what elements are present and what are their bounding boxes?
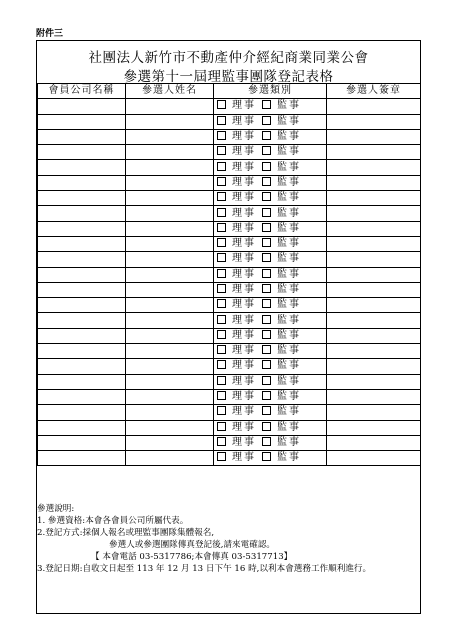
- company-name-cell[interactable]: [38, 328, 126, 343]
- candidate-name-cell[interactable]: [126, 451, 214, 466]
- director-checkbox[interactable]: [217, 223, 226, 232]
- signature-cell[interactable]: [327, 99, 421, 114]
- director-checkbox[interactable]: [217, 345, 226, 354]
- category-cell: [214, 328, 327, 343]
- supervisor-label: 監事: [277, 375, 301, 387]
- director-checkbox[interactable]: [217, 452, 226, 461]
- supervisor-checkbox[interactable]: [262, 406, 271, 415]
- table-row: [38, 420, 421, 435]
- company-name-cell[interactable]: [38, 267, 126, 282]
- candidate-name-cell[interactable]: [126, 328, 214, 343]
- table-row: [38, 99, 421, 114]
- category-cell: [214, 160, 327, 175]
- table-row: [38, 114, 421, 129]
- supervisor-checkbox[interactable]: [262, 376, 271, 385]
- director-checkbox[interactable]: [217, 146, 226, 155]
- signature-cell[interactable]: [327, 451, 421, 466]
- director-checkbox[interactable]: [217, 192, 226, 201]
- company-name-cell[interactable]: [38, 206, 126, 221]
- director-checkbox[interactable]: [217, 238, 226, 247]
- category-cell: [214, 145, 327, 160]
- director-label: 理事: [232, 329, 256, 341]
- header-candidate-category: 參選類別: [214, 84, 327, 99]
- table-row: [38, 405, 421, 420]
- table-row: [38, 389, 421, 404]
- director-checkbox[interactable]: [217, 406, 226, 415]
- table-row: [38, 206, 421, 221]
- candidate-name-cell[interactable]: [126, 129, 214, 144]
- table-row: [38, 298, 421, 313]
- signature-cell[interactable]: [327, 206, 421, 221]
- supervisor-label: 監事: [277, 146, 301, 158]
- director-checkbox[interactable]: [217, 299, 226, 308]
- director-label: 理事: [232, 436, 256, 448]
- supervisor-label: 監事: [277, 421, 301, 433]
- category-cell: [214, 221, 327, 236]
- registration-table: [37, 83, 421, 466]
- supervisor-label: 監事: [277, 299, 301, 311]
- company-name-cell[interactable]: [38, 221, 126, 236]
- table-row: [38, 129, 421, 144]
- category-cell: [214, 206, 327, 221]
- notes-line-3: 參選人或參選團隊傳真登記後,請來電確認。: [109, 540, 276, 550]
- category-cell: [214, 99, 327, 114]
- director-label: 理事: [232, 391, 256, 403]
- form-title-line2: 參選第十一屆理監事團隊登記表格: [123, 69, 334, 85]
- category-cell: [214, 313, 327, 328]
- company-name-cell[interactable]: [38, 359, 126, 374]
- supervisor-label: 監事: [277, 391, 301, 403]
- signature-cell[interactable]: [327, 298, 421, 313]
- director-label: 理事: [232, 406, 256, 418]
- category-cell: [214, 389, 327, 404]
- director-checkbox[interactable]: [217, 330, 226, 339]
- table-body: [38, 99, 421, 466]
- signature-cell[interactable]: [327, 236, 421, 251]
- signature-cell[interactable]: [327, 267, 421, 282]
- table-row: [38, 282, 421, 297]
- signature-cell[interactable]: [327, 420, 421, 435]
- signature-cell[interactable]: [327, 389, 421, 404]
- candidate-name-cell[interactable]: [126, 99, 214, 114]
- company-name-cell[interactable]: [38, 114, 126, 129]
- director-checkbox[interactable]: [217, 131, 226, 140]
- supervisor-label: 監事: [277, 314, 301, 326]
- company-name-cell[interactable]: [38, 252, 126, 267]
- director-checkbox[interactable]: [217, 422, 226, 431]
- director-label: 理事: [232, 115, 256, 127]
- supervisor-checkbox[interactable]: [262, 452, 271, 461]
- category-cell: [214, 420, 327, 435]
- notes-contact: 【 本會電話 03-5317786;本會傳真 03-5317713】: [91, 552, 293, 562]
- table-row: [38, 313, 421, 328]
- supervisor-label: 監事: [277, 268, 301, 280]
- category-cell: [214, 129, 327, 144]
- candidate-name-cell[interactable]: [126, 313, 214, 328]
- director-label: 理事: [232, 192, 256, 204]
- category-cell: [214, 359, 327, 374]
- company-name-cell[interactable]: [38, 405, 126, 420]
- table-row: [38, 236, 421, 251]
- supervisor-checkbox[interactable]: [262, 422, 271, 431]
- signature-cell[interactable]: [327, 282, 421, 297]
- category-cell: [214, 252, 327, 267]
- signature-cell[interactable]: [327, 359, 421, 374]
- header-candidate-signature: 參選人簽章: [327, 84, 421, 99]
- table-row: [38, 267, 421, 282]
- supervisor-label: 監事: [277, 100, 301, 112]
- table-row: [38, 344, 421, 359]
- company-name-cell[interactable]: [38, 160, 126, 175]
- candidate-name-cell[interactable]: [126, 389, 214, 404]
- category-cell: [214, 191, 327, 206]
- supervisor-label: 監事: [277, 329, 301, 341]
- category-cell: [214, 451, 327, 466]
- table-row: [38, 145, 421, 160]
- company-name-cell[interactable]: [38, 282, 126, 297]
- director-label: 理事: [232, 146, 256, 158]
- notes-section: [37, 503, 420, 575]
- signature-cell[interactable]: [327, 344, 421, 359]
- category-cell: [214, 435, 327, 450]
- signature-cell[interactable]: [327, 175, 421, 190]
- candidate-name-cell[interactable]: [126, 175, 214, 190]
- candidate-name-cell[interactable]: [126, 160, 214, 175]
- candidate-name-cell[interactable]: [126, 221, 214, 236]
- director-label: 理事: [232, 345, 256, 357]
- signature-cell[interactable]: [327, 328, 421, 343]
- supervisor-label: 監事: [277, 115, 301, 127]
- company-name-cell[interactable]: [38, 145, 126, 160]
- supervisor-checkbox[interactable]: [262, 330, 271, 339]
- table-header-row: [38, 84, 421, 99]
- candidate-name-cell[interactable]: [126, 191, 214, 206]
- director-label: 理事: [232, 238, 256, 250]
- director-checkbox[interactable]: [217, 162, 226, 171]
- candidate-name-cell[interactable]: [126, 374, 214, 389]
- registration-form: [36, 40, 421, 614]
- director-checkbox[interactable]: [217, 208, 226, 217]
- supervisor-checkbox[interactable]: [262, 238, 271, 247]
- director-label: 理事: [232, 161, 256, 173]
- supervisor-label: 監事: [277, 222, 301, 234]
- signature-cell[interactable]: [327, 435, 421, 450]
- category-cell: [214, 298, 327, 313]
- category-cell: [214, 267, 327, 282]
- notes-heading: 參選說明:: [37, 504, 75, 514]
- table-row: [38, 359, 421, 374]
- candidate-name-cell[interactable]: [126, 435, 214, 450]
- director-checkbox[interactable]: [217, 437, 226, 446]
- director-checkbox[interactable]: [217, 284, 226, 293]
- table-row: [38, 374, 421, 389]
- table-row: [38, 160, 421, 175]
- candidate-name-cell[interactable]: [126, 252, 214, 267]
- candidate-name-cell[interactable]: [126, 282, 214, 297]
- supervisor-checkbox[interactable]: [262, 146, 271, 155]
- signature-cell[interactable]: [327, 191, 421, 206]
- supervisor-label: 監事: [277, 284, 301, 295]
- director-checkbox[interactable]: [217, 177, 226, 186]
- header-candidate-name: 參選人姓名: [126, 84, 214, 99]
- candidate-name-cell[interactable]: [126, 359, 214, 374]
- director-label: 理事: [232, 421, 256, 433]
- candidate-name-cell[interactable]: [126, 405, 214, 420]
- category-cell: [214, 344, 327, 359]
- director-label: 理事: [232, 268, 256, 280]
- signature-cell[interactable]: [327, 114, 421, 129]
- supervisor-checkbox[interactable]: [262, 253, 271, 262]
- company-name-cell[interactable]: [38, 435, 126, 450]
- supervisor-label: 監事: [277, 253, 301, 265]
- supervisor-label: 監事: [277, 345, 301, 357]
- category-cell: [214, 405, 327, 420]
- notes-line-2: 2.登記方式:採個人報名或理監事團隊集體報名,: [37, 528, 215, 538]
- candidate-name-cell[interactable]: [126, 267, 214, 282]
- category-cell: [214, 282, 327, 297]
- company-name-cell[interactable]: [38, 99, 126, 114]
- supervisor-label: 監事: [277, 360, 301, 372]
- supervisor-checkbox[interactable]: [262, 192, 271, 201]
- supervisor-checkbox[interactable]: [262, 437, 271, 446]
- signature-cell[interactable]: [327, 129, 421, 144]
- supervisor-label: 監事: [277, 176, 301, 188]
- notes-line-1: 1. 參選資格:本會各會員公司所屬代表。: [37, 516, 189, 526]
- table-row: [38, 175, 421, 190]
- director-label: 理事: [232, 176, 256, 188]
- company-name-cell[interactable]: [38, 129, 126, 144]
- supervisor-checkbox[interactable]: [262, 360, 271, 369]
- director-label: 理事: [232, 131, 256, 143]
- candidate-name-cell[interactable]: [126, 206, 214, 221]
- form-title-line1: 社團法人新竹市不動產仲介經紀商業同業公會: [88, 50, 369, 66]
- category-cell: [214, 236, 327, 251]
- supervisor-checkbox[interactable]: [262, 177, 271, 186]
- director-label: 理事: [232, 360, 256, 372]
- supervisor-label: 監事: [277, 161, 301, 173]
- table-row: [38, 191, 421, 206]
- director-checkbox[interactable]: [217, 376, 226, 385]
- company-name-cell[interactable]: [38, 344, 126, 359]
- supervisor-checkbox[interactable]: [262, 284, 271, 293]
- director-label: 理事: [232, 284, 256, 295]
- company-name-cell[interactable]: [38, 313, 126, 328]
- supervisor-checkbox[interactable]: [262, 162, 271, 171]
- supervisor-checkbox[interactable]: [262, 315, 271, 324]
- company-name-cell[interactable]: [38, 191, 126, 206]
- signature-cell[interactable]: [327, 221, 421, 236]
- supervisor-checkbox[interactable]: [262, 131, 271, 140]
- company-name-cell[interactable]: [38, 236, 126, 251]
- candidate-name-cell[interactable]: [126, 114, 214, 129]
- candidate-name-cell[interactable]: [126, 236, 214, 251]
- director-checkbox[interactable]: [217, 360, 226, 369]
- category-cell: [214, 114, 327, 129]
- director-checkbox[interactable]: [217, 253, 226, 262]
- company-name-cell[interactable]: [38, 374, 126, 389]
- signature-cell[interactable]: [327, 160, 421, 175]
- director-checkbox[interactable]: [217, 269, 226, 278]
- candidate-name-cell[interactable]: [126, 420, 214, 435]
- director-label: 理事: [232, 314, 256, 326]
- signature-cell[interactable]: [327, 313, 421, 328]
- supervisor-label: 監事: [277, 207, 301, 219]
- annex-label: 附件三: [36, 29, 64, 39]
- supervisor-label: 監事: [277, 452, 301, 464]
- director-checkbox[interactable]: [217, 100, 226, 109]
- director-label: 理事: [232, 207, 256, 219]
- director-checkbox[interactable]: [217, 315, 226, 324]
- signature-cell[interactable]: [327, 252, 421, 267]
- supervisor-label: 監事: [277, 131, 301, 143]
- director-label: 理事: [232, 100, 256, 112]
- header-company-name: 會員公司名稱: [38, 84, 126, 99]
- table-row: [38, 221, 421, 236]
- table-row: [38, 451, 421, 466]
- director-label: 理事: [232, 222, 256, 234]
- supervisor-label: 監事: [277, 192, 301, 204]
- table-row: [38, 252, 421, 267]
- supervisor-label: 監事: [277, 238, 301, 250]
- supervisor-label: 監事: [277, 436, 301, 448]
- company-name-cell[interactable]: [38, 451, 126, 466]
- director-label: 理事: [232, 452, 256, 464]
- company-name-cell[interactable]: [38, 175, 126, 190]
- supervisor-checkbox[interactable]: [262, 391, 271, 400]
- table-row: [38, 328, 421, 343]
- signature-cell[interactable]: [327, 374, 421, 389]
- company-name-cell[interactable]: [38, 389, 126, 404]
- notes-line-5: 3.登記日期:自收文日起至 113 年 12 月 13 日下午 16 時,以利本會選務工作順利進行。: [37, 564, 372, 574]
- director-checkbox[interactable]: [217, 391, 226, 400]
- supervisor-checkbox[interactable]: [262, 299, 271, 308]
- table-row: [38, 435, 421, 450]
- signature-cell[interactable]: [327, 145, 421, 160]
- company-name-cell[interactable]: [38, 298, 126, 313]
- category-cell: [214, 374, 327, 389]
- candidate-name-cell[interactable]: [126, 344, 214, 359]
- candidate-name-cell[interactable]: [126, 298, 214, 313]
- supervisor-checkbox[interactable]: [262, 269, 271, 278]
- director-label: 理事: [232, 299, 256, 311]
- director-checkbox[interactable]: [217, 116, 226, 125]
- supervisor-checkbox[interactable]: [262, 208, 271, 217]
- supervisor-checkbox[interactable]: [262, 100, 271, 109]
- category-cell: [214, 175, 327, 190]
- supervisor-checkbox[interactable]: [262, 345, 271, 354]
- supervisor-label: 監事: [277, 406, 301, 418]
- supervisor-checkbox[interactable]: [262, 223, 271, 232]
- company-name-cell[interactable]: [38, 420, 126, 435]
- supervisor-checkbox[interactable]: [262, 116, 271, 125]
- director-label: 理事: [232, 253, 256, 265]
- signature-cell[interactable]: [327, 405, 421, 420]
- candidate-name-cell[interactable]: [126, 145, 214, 160]
- director-label: 理事: [232, 375, 256, 387]
